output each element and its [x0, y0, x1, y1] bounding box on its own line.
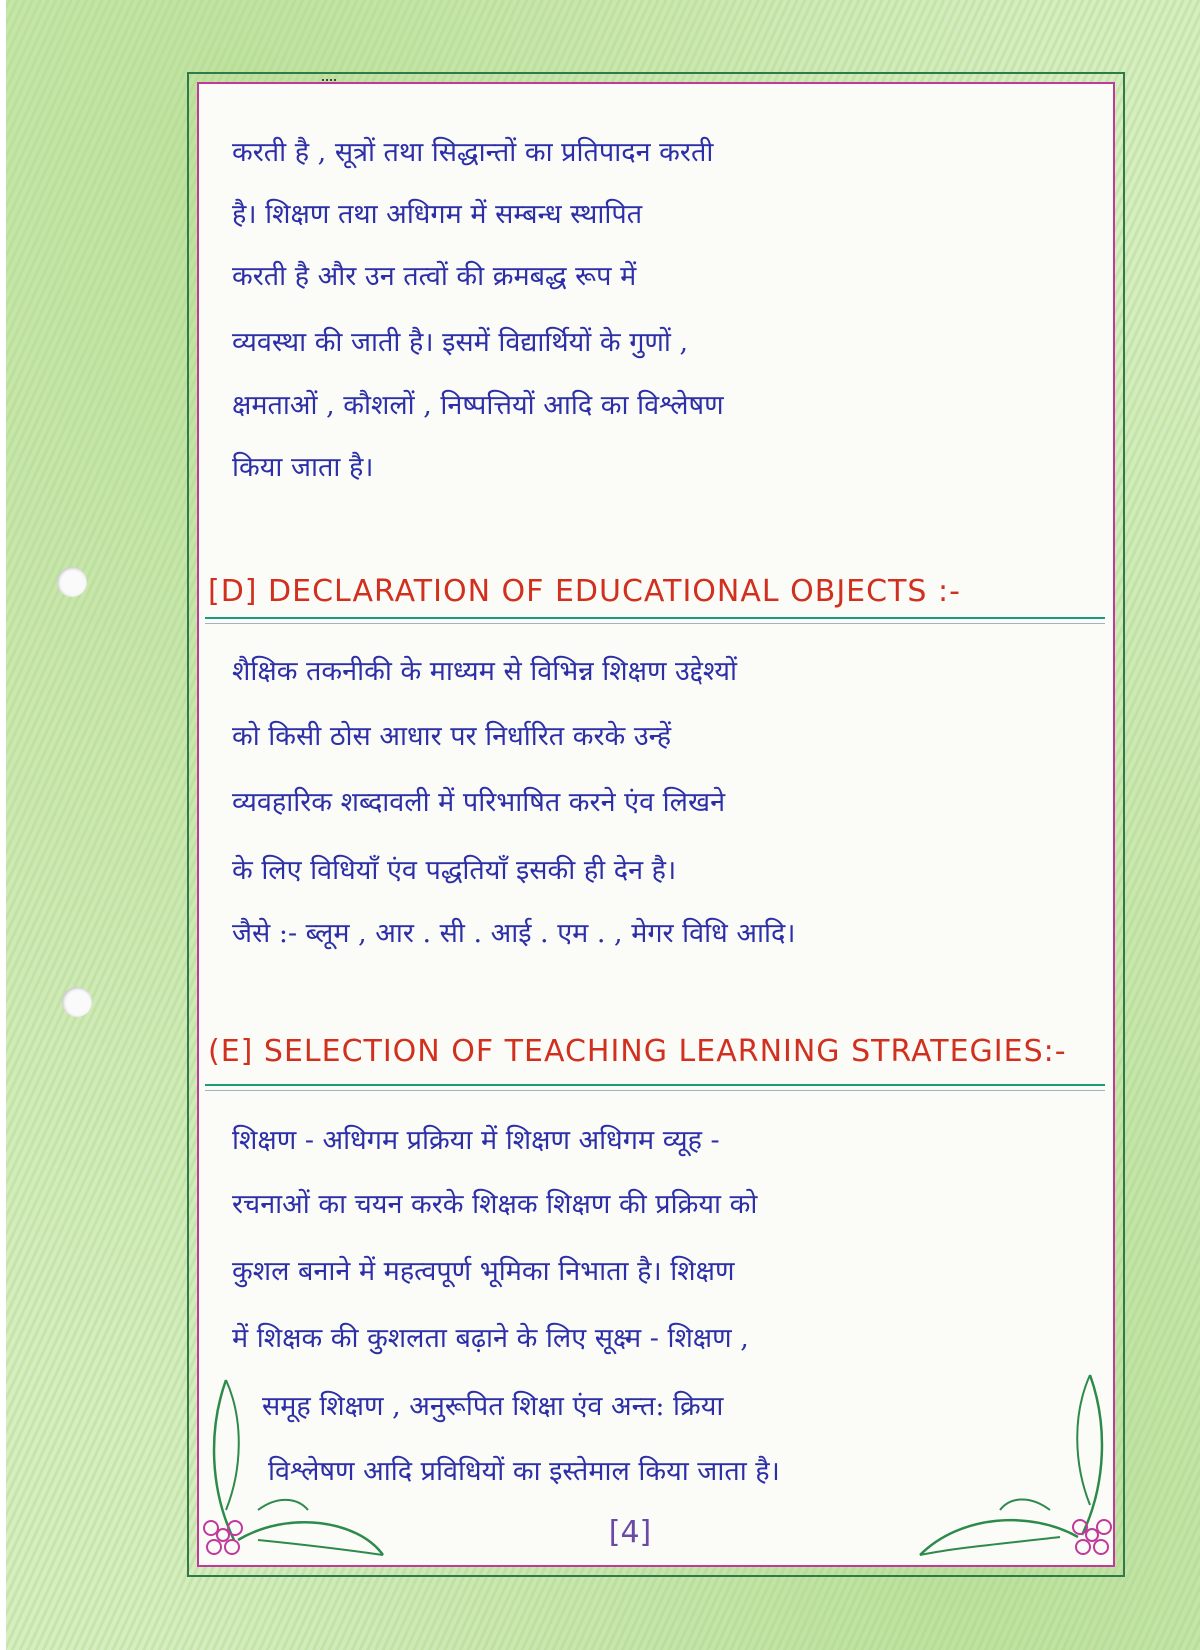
text-line: करती है , सूत्रों तथा सिद्धान्तों का प्रतिपादन करती — [232, 137, 714, 168]
right-vine-decoration — [900, 1365, 1115, 1570]
left-flower-icon — [204, 1521, 242, 1554]
text-line: व्यवस्था की जाती है। इसमें विद्यार्थियों के गुणों , — [232, 327, 689, 358]
text-line: क्षमताओं , कौशलों , निष्पत्तियों आदि का विश्लेषण — [232, 390, 724, 421]
text-line: करती है और उन तत्वों की क्रमबद्ध रूप में — [232, 261, 637, 292]
text-line: शैक्षिक तकनीकी के माध्यम से विभिन्न शिक्षण उद्देश्यों — [232, 656, 738, 687]
punch-hole-lower — [62, 987, 92, 1017]
text-line: में शिक्षक की कुशलता बढ़ाने के लिए सूक्ष्म - शिक्षण , — [232, 1323, 749, 1354]
section-e-heading: (E] SELECTION OF TEACHING LEARNING STRATEGIES:- — [208, 1034, 1067, 1069]
text-line: है। शिक्षण तथा अधिगम में सम्बन्ध स्थापित — [232, 199, 643, 230]
text-line: शिक्षण - अधिगम प्रक्रिया में शिक्षण अधिगम व्यूह - — [232, 1125, 720, 1156]
section-d-heading: [D] DECLARATION OF EDUCATIONAL OBJECTS :- — [208, 574, 961, 609]
right-flower-icon — [1073, 1520, 1111, 1554]
left-vine-decoration — [198, 1370, 418, 1570]
section-d-underline — [205, 617, 1105, 624]
section-e-underline — [205, 1084, 1105, 1091]
text-line: व्यवहारिक शब्दावली में परिभाषित करने एंव लिखने — [232, 787, 726, 818]
text-line: विश्लेषण आदि प्रविधियों का इस्तेमाल किया जाता है। — [268, 1456, 780, 1487]
text-line: समूह शिक्षण , अनुरूपित शिक्षा एंव अन्त: क्रिया — [262, 1391, 724, 1422]
page-left-edge — [0, 0, 6, 1650]
ink-dots — [322, 79, 336, 83]
text-line: किया जाता है। — [232, 452, 374, 483]
text-line: रचनाओं का चयन करके शिक्षक शिक्षण की प्रक्रिया को — [232, 1189, 758, 1220]
text-line: को किसी ठोस आधार पर निर्धारित करके उन्हें — [232, 721, 672, 752]
page-number: [4] — [608, 1515, 652, 1550]
text-line: जैसे :- ब्लूम , आर . सी . आई . एम . , मेगर विधि आदि। — [232, 918, 796, 949]
text-line: कुशल बनाने में महत्वपूर्ण भूमिका निभाता है। शिक्षण — [232, 1256, 735, 1287]
punch-hole-upper — [57, 567, 87, 597]
text-line: के लिए विधियाँ एंव पद्धतियाँ इसकी ही देन है। — [232, 855, 677, 886]
